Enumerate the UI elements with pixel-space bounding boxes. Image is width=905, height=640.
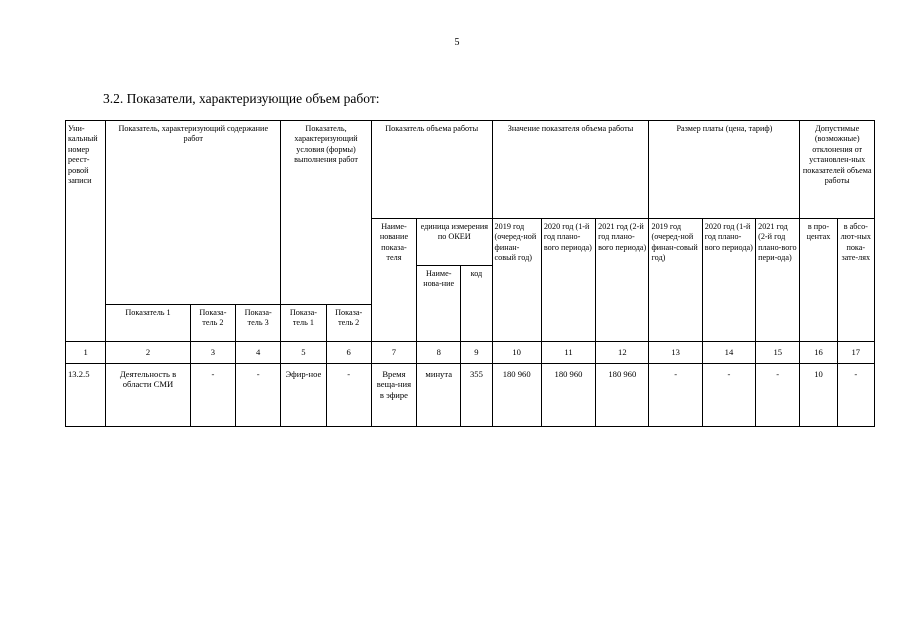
header-fee-amount: Размер платы (цена, тариф) xyxy=(649,121,800,219)
header-fee-2020: 2020 год (1-й год плано-вого периода) xyxy=(702,219,755,342)
header-content-2: Показа-тель 2 xyxy=(190,305,235,342)
cell-value-2019: 180 960 xyxy=(492,364,541,427)
column-number: 1 xyxy=(66,342,106,364)
header-unit-okei: единица измерения по ОКЕИ xyxy=(417,219,492,266)
cell-unit-name: минута xyxy=(417,364,461,427)
column-number-row xyxy=(66,342,875,364)
header-dev-percent: в про-центах xyxy=(800,219,837,342)
header-volume-value: Значение показателя объема работы xyxy=(492,121,649,219)
cell-registry-number: 13.2.5 xyxy=(66,364,106,427)
column-number: 7 xyxy=(371,342,416,364)
cell-indicator-name: Время веща-ния в эфире xyxy=(371,364,416,427)
column-number: 17 xyxy=(837,342,874,364)
cell-content-1: Деятельность в области СМИ xyxy=(106,364,191,427)
header-year-2021: 2021 год (2-й год плано-вого периода) xyxy=(596,219,649,342)
header-unique-number: Уни-кальный номер реест-ровой записи xyxy=(66,121,106,342)
header-content-indicator: Показатель, характеризующий содержание работ xyxy=(106,121,281,305)
column-number: 16 xyxy=(800,342,837,364)
header-content-1: Показатель 1 xyxy=(106,305,191,342)
column-number: 15 xyxy=(756,342,800,364)
column-number: 3 xyxy=(190,342,235,364)
cell-fee-2021: - xyxy=(756,364,800,427)
cell-content-2: - xyxy=(190,364,235,427)
cell-value-2021: 180 960 xyxy=(596,364,649,427)
header-indicator-name: Наиме-нование показа-теля xyxy=(371,219,416,342)
cell-fee-2019: - xyxy=(649,364,702,427)
header-year-2020: 2020 год (1-й год плано-вого периода) xyxy=(541,219,595,342)
header-year-2019: 2019 год (очеред-ной финан-совый год) xyxy=(492,219,541,342)
column-number: 5 xyxy=(281,342,326,364)
header-fee-2021: 2021 год (2-й год плано-вого пери-ода) xyxy=(756,219,800,342)
cell-content-3: - xyxy=(236,364,281,427)
column-number: 6 xyxy=(326,342,371,364)
header-volume-indicator: Показатель объема работы xyxy=(371,121,492,219)
cell-cond-1: Эфир-ное xyxy=(281,364,326,427)
column-number: 10 xyxy=(492,342,541,364)
header-cond-1: Показа-тель 1 xyxy=(281,305,326,342)
cell-unit-code: 355 xyxy=(461,364,492,427)
column-number: 9 xyxy=(461,342,492,364)
header-conditions-indicator: Показатель, характеризующий условия (формы) выполнения работ xyxy=(281,121,372,305)
column-number: 2 xyxy=(106,342,191,364)
header-allowed-deviations: Допустимые (возможные) отклонения от установлен-ных показателей объема работы xyxy=(800,121,875,219)
header-unit-name: Наиме-нова-ние xyxy=(417,266,461,342)
work-volume-table xyxy=(65,120,875,427)
column-number: 8 xyxy=(417,342,461,364)
header-content-3: Показа-тель 3 xyxy=(236,305,281,342)
header-cond-2: Показа-тель 2 xyxy=(326,305,371,342)
page-number: 5 xyxy=(454,37,460,48)
table-row xyxy=(66,364,875,427)
cell-fee-2020: - xyxy=(702,364,755,427)
header-fee-2019: 2019 год (очеред-ной финан-совый год) xyxy=(649,219,702,342)
cell-cond-2: - xyxy=(326,364,371,427)
section-heading: 3.2. Показатели, характеризующие объем работ: xyxy=(103,91,380,106)
column-number: 13 xyxy=(649,342,702,364)
cell-dev-percent: 10 xyxy=(800,364,837,427)
column-number: 4 xyxy=(236,342,281,364)
header-dev-absolute: в абсо-лют-ных пока-зате-лях xyxy=(837,219,874,342)
cell-value-2020: 180 960 xyxy=(541,364,595,427)
column-number: 12 xyxy=(596,342,649,364)
header-unit-code: код xyxy=(461,266,492,342)
column-number: 14 xyxy=(702,342,755,364)
column-number: 11 xyxy=(541,342,595,364)
cell-dev-absolute: - xyxy=(837,364,874,427)
